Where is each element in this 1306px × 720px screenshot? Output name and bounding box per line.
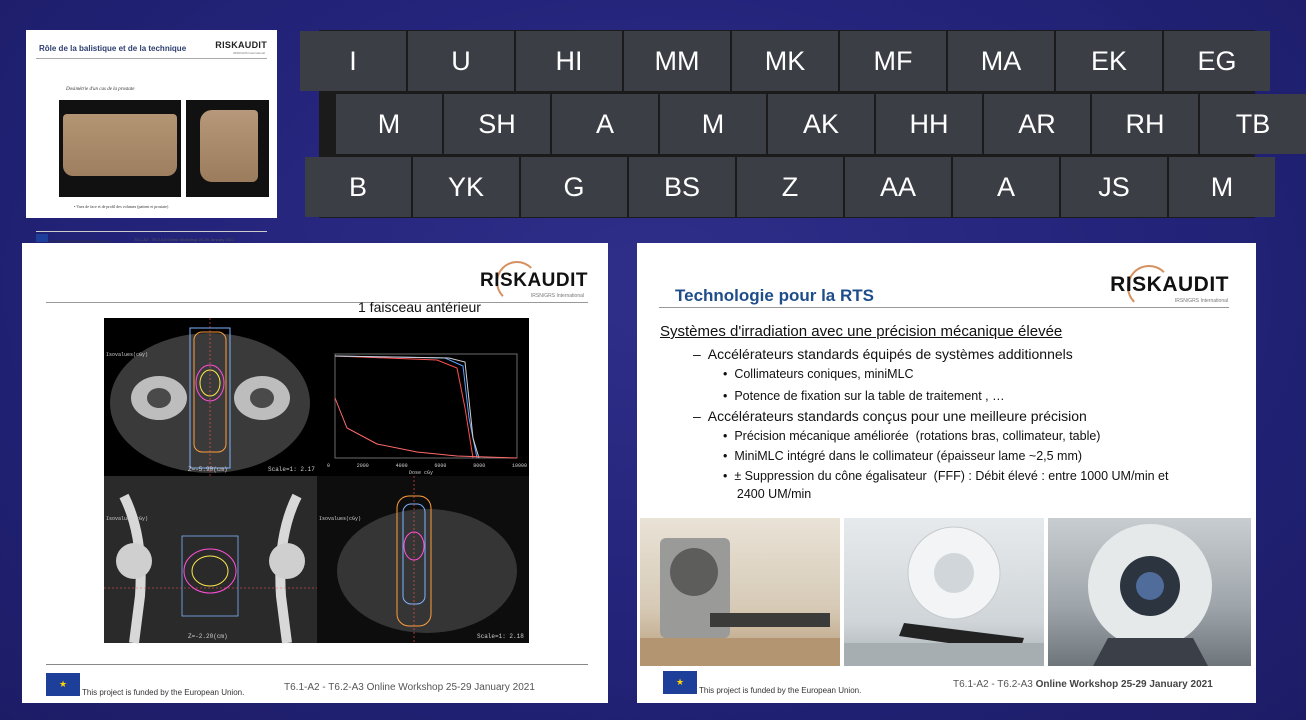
participant-tile[interactable]: I xyxy=(300,31,406,91)
participant-tile[interactable]: M xyxy=(336,94,442,154)
torso-shape xyxy=(200,110,258,182)
participant-tile[interactable]: JS xyxy=(1061,157,1167,217)
participant-tile[interactable]: RH xyxy=(1092,94,1198,154)
participant-tile[interactable]: TB xyxy=(1200,94,1306,154)
ct-axial-view xyxy=(104,318,317,476)
ct-sagittal-view xyxy=(317,476,529,643)
slide-footer xyxy=(953,679,1213,690)
funded-note: This project is funded by the European Union. xyxy=(82,688,245,697)
bullet-level3: 2400 UM/min xyxy=(723,487,812,501)
participant-tile[interactable]: MF xyxy=(840,31,946,91)
footer-plain: T6.1-A2 - T6.2-A3 xyxy=(953,679,1036,690)
bullet-level2: – Accélérateurs standards équipés de systèmes additionnels xyxy=(693,346,1073,362)
riskaudit-logo-subtitle: IRSN/GRS International xyxy=(530,293,584,299)
footer-divider xyxy=(36,231,267,232)
x-tick: 8000 xyxy=(473,463,486,469)
linac-illustration xyxy=(844,518,1044,666)
slide-caption: Dosimétrie d'un cas de la prostate xyxy=(66,87,135,92)
scale-label: Scale=1: 2.18 xyxy=(477,633,524,640)
slide-title: Technologie pour la RTS xyxy=(675,286,874,305)
slide-title: Rôle de la balistique et de la technique xyxy=(39,44,187,53)
bullet-level3: • Collimateurs coniques, miniMLC xyxy=(723,367,914,381)
patient-front-view-image xyxy=(59,100,181,197)
participant-tile[interactable]: U xyxy=(408,31,514,91)
linac-photo-1 xyxy=(640,518,840,666)
isovalues-label: Isovalues(cGy) xyxy=(106,352,149,358)
eu-flag-icon: ★ xyxy=(46,673,80,696)
slide-dosimetry xyxy=(22,243,608,703)
participant-tile[interactable]: BS xyxy=(629,157,735,217)
x-tick: 6000 xyxy=(434,463,447,469)
slide-footer: T6.1-A2 - T6.2-A3 Online Workshop 25-29 January 2021 xyxy=(134,237,235,242)
participant-tile[interactable]: B xyxy=(305,157,411,217)
participant-tile[interactable]: M xyxy=(1169,157,1275,217)
slice-position-label: Z=-5.90(cm) xyxy=(188,466,228,473)
linac-illustration xyxy=(1048,518,1251,666)
ct-coronal-view xyxy=(104,476,317,643)
slide-subtitle: 1 faisceau antérieur xyxy=(358,299,481,315)
dvh-x-ticks xyxy=(327,463,527,469)
riskaudit-logo-subtitle: IRSN/GRS International xyxy=(1174,298,1228,304)
isovalues-label: Isovalues(cGy) xyxy=(319,516,362,522)
dvh-plot xyxy=(317,318,529,476)
participant-tile[interactable]: AR xyxy=(984,94,1090,154)
ct-coronal-image xyxy=(104,476,317,643)
participant-tile[interactable]: G xyxy=(521,157,627,217)
slide-rts-technology xyxy=(637,243,1256,703)
riskaudit-logo: RISKAUDIT xyxy=(215,40,267,50)
riskaudit-logo: RISKAUDIT xyxy=(480,270,588,291)
funded-note: This project is funded by the European Union xyxy=(50,239,111,243)
participant-tile[interactable]: EK xyxy=(1056,31,1162,91)
funded-note: This project is funded by the European Union. xyxy=(699,686,862,695)
slide-heading: Systèmes d'irradiation avec une précision mécanique élevée xyxy=(660,323,1063,340)
participant-tile[interactable]: AK xyxy=(768,94,874,154)
bullet-level3: • Potence de fixation sur la table de traitement , … xyxy=(723,389,1005,403)
ct-axial-image xyxy=(104,318,317,476)
scale-label: Scale=1: 2.17 xyxy=(268,466,315,473)
dvh-x-label: Dose cGy xyxy=(409,470,434,476)
eu-flag-icon xyxy=(36,234,48,242)
participant-tile[interactable]: HI xyxy=(516,31,622,91)
riskaudit-logo-subtitle: IRSN/GRS International xyxy=(233,51,265,55)
linac-photo-2 xyxy=(844,518,1044,666)
participant-tile[interactable]: SH xyxy=(444,94,550,154)
bullet-level2: – Accélérateurs standards conçus pour une meilleure précision xyxy=(693,408,1087,424)
bullet-level3: • Précision mécanique améliorée (rotations bras, collimateur, table) xyxy=(723,429,1101,443)
torso-shape xyxy=(63,114,177,176)
eu-flag-icon: ★ xyxy=(663,671,697,694)
isovalues-label: Isovalues(cGy) xyxy=(106,516,149,522)
participant-tile[interactable]: MM xyxy=(624,31,730,91)
linac-illustration xyxy=(640,518,840,666)
participant-tile[interactable]: AA xyxy=(845,157,951,217)
bullet-level3: • MiniMLC intégré dans le collimateur (épaisseur lame ~2,5 mm) xyxy=(723,449,1083,463)
participant-tile[interactable]: Z xyxy=(737,157,843,217)
slide-bullet: • Vues de face et de profil des volumes (patient et prostate) xyxy=(74,204,169,209)
title-divider xyxy=(659,307,1229,308)
participant-tile[interactable]: MK xyxy=(732,31,838,91)
title-divider xyxy=(36,58,267,59)
slice-position-label: Z=-2.20(cm) xyxy=(188,633,228,640)
riskaudit-logo: RISKAUDIT xyxy=(1110,273,1229,296)
bullet-level3: • ± Suppression du cône égalisateur (FFF) : Débit élevé : entre 1000 UM/min et xyxy=(723,469,1169,483)
participant-tile[interactable]: M xyxy=(660,94,766,154)
x-tick: 4000 xyxy=(395,463,408,469)
participant-tile[interactable]: A xyxy=(953,157,1059,217)
patient-side-view-image xyxy=(186,100,269,197)
slide-footer: T6.1-A2 - T6.2-A3 Online Workshop 25-29 January 2021 xyxy=(284,682,535,693)
footer-divider xyxy=(46,664,588,665)
participant-tile[interactable]: YK xyxy=(413,157,519,217)
linac-photo-3 xyxy=(1048,518,1251,666)
participant-tile[interactable]: HH xyxy=(876,94,982,154)
ct-sagittal-image xyxy=(317,476,529,643)
title-divider xyxy=(46,302,588,303)
participant-tile[interactable]: A xyxy=(552,94,658,154)
x-tick: 10000 xyxy=(511,463,527,469)
participant-tile[interactable]: MA xyxy=(948,31,1054,91)
x-tick: 0 xyxy=(327,463,331,469)
footer-bold: Online Workshop 25-29 January 2021 xyxy=(1035,679,1213,690)
participant-tile[interactable]: EG xyxy=(1164,31,1270,91)
x-tick: 2000 xyxy=(356,463,369,469)
participant-grid xyxy=(319,30,1271,218)
slide-thumbnail-balistique xyxy=(26,30,277,243)
dose-volume-histogram xyxy=(317,318,529,476)
